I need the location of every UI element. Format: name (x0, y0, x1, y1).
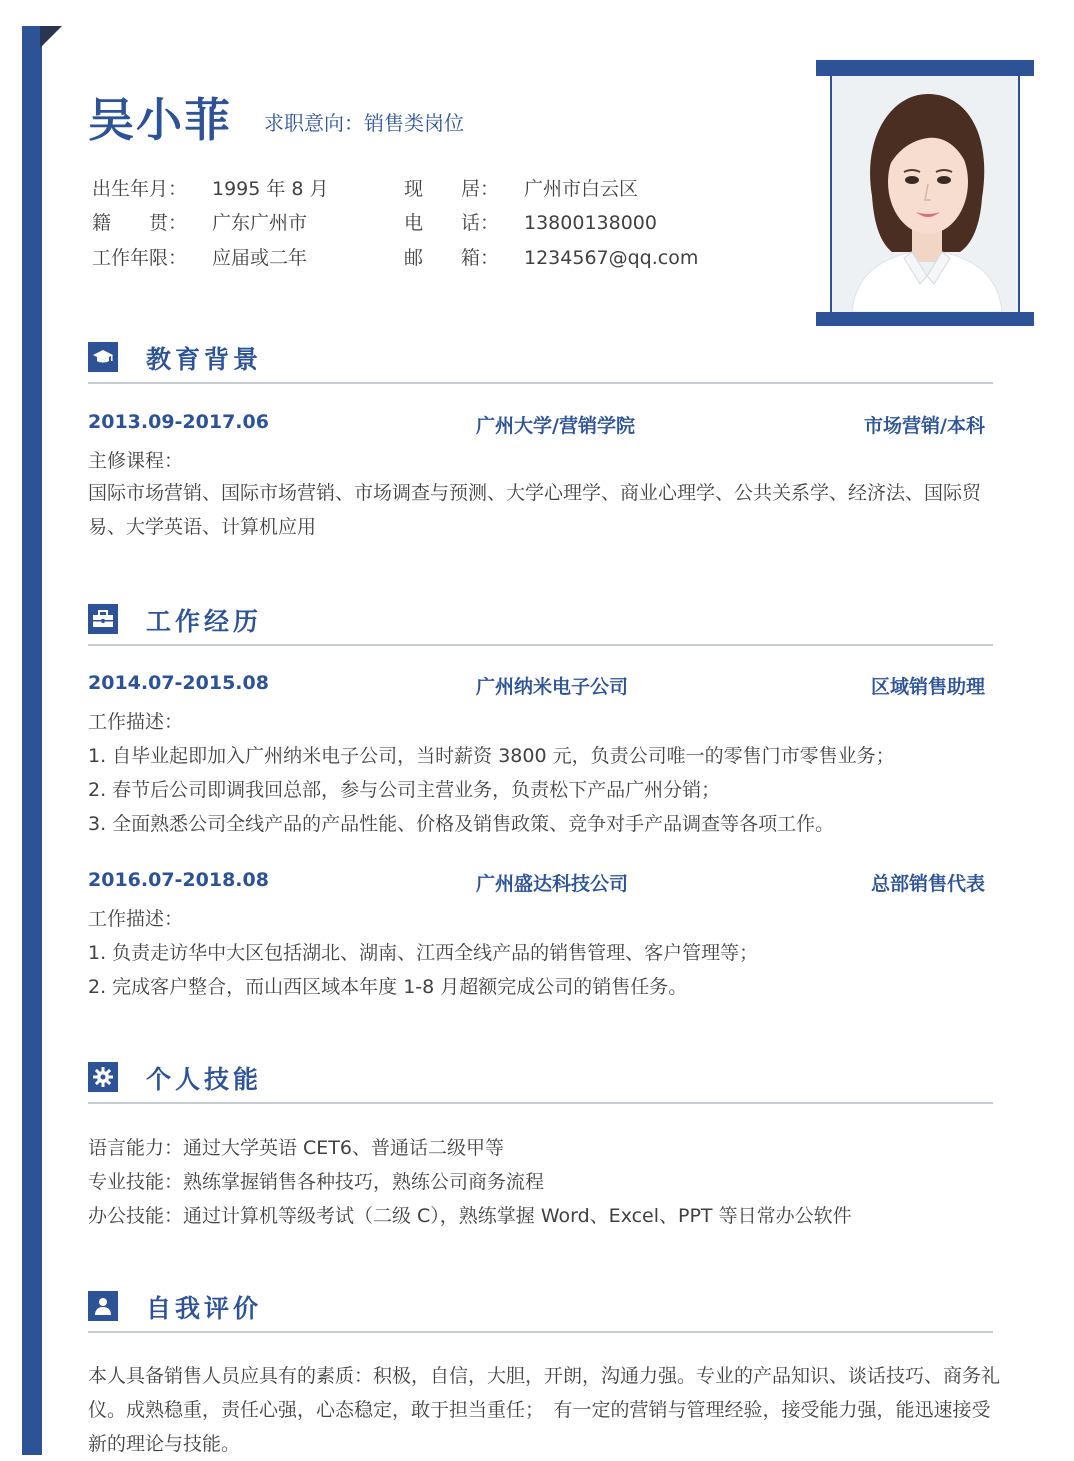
job-position: 总部销售代表 (870, 873, 985, 895)
job-intent-value: 销售类岗位 (364, 111, 464, 135)
candidate-name: 吴小菲 (88, 93, 232, 147)
photo-top-bar (816, 60, 1034, 76)
corner-fold (40, 26, 62, 48)
job-desc-label: 工作描述： (88, 711, 184, 733)
job-company: 广州盛达科技公司 (476, 873, 629, 895)
education-school: 广州大学/营销学院 (476, 415, 635, 437)
info-birth-label: 出生年月： (92, 178, 188, 200)
info-phone (404, 208, 657, 235)
info-phone-value: 13800138000 (524, 212, 657, 234)
job-company: 广州纳米电子公司 (476, 676, 629, 698)
section-self-eval (88, 1291, 993, 1335)
info-residence-label: 现 居： (404, 178, 500, 200)
info-years-label: 工作年限： (92, 247, 188, 269)
job-desc-item: 2. 完成客户整合，而山西区域本年度 1-8 月超额完成公司的销售任务。 (88, 976, 688, 998)
education-period: 2013.09-2017.06 (88, 411, 269, 433)
info-email-label: 邮 箱： (404, 247, 500, 269)
job-desc-label: 工作描述： (88, 908, 184, 930)
section-title-self-eval: 自我评价 (146, 1294, 263, 1323)
profile-photo (816, 60, 1034, 326)
section-education (88, 342, 993, 386)
info-years (92, 243, 307, 270)
section-skills (88, 1062, 993, 1106)
info-residence (404, 174, 638, 201)
photo-bottom-bar (816, 312, 1034, 326)
section-title-work: 工作经历 (146, 607, 263, 636)
job-row (88, 869, 993, 895)
info-native-label: 籍 贯： (92, 212, 188, 234)
section-divider (88, 1331, 993, 1333)
job-desc-item: 2. 春节后公司即调我回总部，参与公司主营业务，负责松下产品广州分销； (88, 779, 721, 801)
skill-item: 语言能力：通过大学英语 CET6、普通话二级甲等 (88, 1137, 505, 1159)
info-email-value: 1234567@qq.com (524, 247, 699, 269)
photo-frame (830, 76, 1020, 312)
job-position: 区域销售助理 (870, 676, 985, 698)
info-native-value: 广东广州市 (212, 212, 308, 234)
info-residence-value: 广州市白云区 (524, 178, 639, 200)
skill-item: 办公技能：通过计算机等级考试（二级 C），熟练掌握 Word、Excel、PPT 等日常办公软件 (88, 1205, 852, 1227)
section-divider (88, 382, 993, 384)
info-birth (92, 174, 329, 201)
self-eval-text: 本人具备销售人员应具有的素质：积极，自信，大胆，开朗，沟通力强。专业的产品知识、谈话技巧、商务礼仪。成熟稳重，责任心强，心态稳定，敢于担当重任； 有一定的营销与管理经验，接受能力强，能迅速接受新的理论与技能。 (88, 1365, 1001, 1455)
briefcase-icon (88, 604, 118, 634)
education-major: 市场营销/本科 (864, 415, 985, 437)
portrait-illustration (832, 76, 1018, 312)
section-title-education: 教育背景 (146, 345, 263, 374)
person-icon (88, 1291, 118, 1321)
job-desc-item: 3. 全面熟悉公司全线产品的产品性能、价格及销售政策、竞争对手产品调查等各项工作。 (88, 813, 835, 835)
job-period: 2014.07-2015.08 (88, 672, 269, 694)
info-phone-label: 电 话： (404, 212, 500, 234)
left-accent-bar (22, 26, 42, 1455)
graduation-cap-icon (88, 342, 118, 372)
skill-item: 专业技能：熟练掌握销售各种技巧，熟练公司商务流程 (88, 1171, 545, 1193)
section-work (88, 604, 993, 648)
section-title-skills: 个人技能 (146, 1065, 263, 1094)
section-divider (88, 1102, 993, 1104)
courses-label: 主修课程： (88, 450, 184, 472)
info-native (92, 208, 307, 235)
job-intent (264, 107, 464, 136)
gear-icon (88, 1062, 118, 1092)
job-desc-item: 1. 负责走访华中大区包括湖北、湖南、江西全线产品的销售管理、客户管理等； (88, 942, 759, 964)
job-row (88, 672, 993, 698)
courses-text: 国际市场营销、国际市场营销、市场调查与预测、大学心理学、商业心理学、公共关系学、经济法、国际贸易、大学英语、计算机应用 (88, 482, 982, 538)
job-intent-label: 求职意向： (264, 111, 364, 135)
job-period: 2016.07-2018.08 (88, 869, 269, 891)
education-row (88, 411, 993, 437)
info-years-value: 应届或二年 (212, 247, 308, 269)
job-desc-item: 1. 自毕业起即加入广州纳米电子公司，当时薪资 3800 元，负责公司唯一的零售门市零售业务； (88, 745, 895, 767)
info-birth-value: 1995 年 8 月 (212, 178, 329, 200)
section-divider (88, 644, 993, 646)
info-email (404, 243, 698, 270)
